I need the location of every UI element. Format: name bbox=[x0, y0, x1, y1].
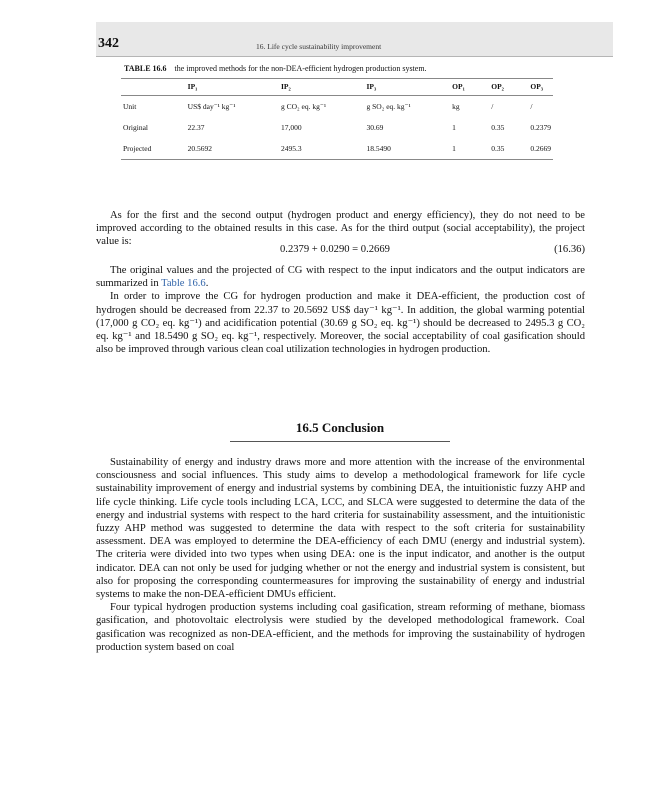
table-cell: / bbox=[530, 102, 533, 111]
table-cell: 30.69 bbox=[366, 123, 384, 132]
table-label: TABLE 16.6 bbox=[124, 64, 167, 73]
running-header-band bbox=[96, 22, 613, 57]
table-cell: kg bbox=[452, 102, 460, 111]
table-cell: 0.35 bbox=[489, 138, 528, 160]
table-cell: 18.5490 bbox=[365, 138, 451, 160]
table-16-6 bbox=[121, 64, 553, 160]
table-cell: 0.2669 bbox=[528, 138, 553, 160]
section-heading: 16.5 Conclusion bbox=[230, 420, 450, 442]
column-header: IP₂ bbox=[279, 79, 365, 96]
table-cell: 1 bbox=[452, 123, 456, 132]
table-cell: 0.2379 bbox=[530, 123, 551, 132]
data-table bbox=[121, 78, 553, 160]
running-title: 16. Life cycle sustainability improvement bbox=[256, 42, 382, 51]
column-header bbox=[121, 79, 186, 96]
column-header: OP₃ bbox=[528, 79, 553, 96]
table-cell: g CO₂ eq. kg⁻¹ bbox=[281, 102, 327, 111]
summary-text-before: The original values and the projected of CG with respect to the input indicators and the output indicators are summarized in bbox=[96, 265, 585, 290]
table-cell: g SO₂ eq. kg⁻¹ bbox=[366, 102, 411, 111]
equation-formula: 0.2379 + 0.0290 = 0.2669 bbox=[280, 244, 390, 255]
body-paragraph: In order to improve the CG for hydrogen production and make it DEA-efficient, the production cost of hydrogen should be decreased from 22.37 to 20.5692 US$ day⁻¹ kg⁻¹. In addition, the global warming potential (17,000 g CO₂ eq. kg⁻¹) and acidification potential (30.69 g SO₂ eq. kg⁻¹) should be decreased to 2495.3 g CO₂ eq. kg⁻¹ and 18.5490 g SO₂ eq. kg⁻¹, respectively. Moreover, the social acceptability of coal gasification should also be improved through various clean coal utilization technologies in hydrogen production. bbox=[96, 291, 585, 356]
table-cell: 22.37 bbox=[187, 123, 205, 132]
body-paragraph: Sustainability of energy and industry draws more and more attention with the increase of the environmental consciousness and social influences. This study aims to develop a methodological framework for life cycle sustainability improvement of energy and industrial systems by combining DEA, the intuitionistic fuzzy AHP and life cycle thinking. Life cycle tools including LCA, LCC, and SLCA were suggested to determine the data of the energy and industrial systems with respect to the hard criteria for sustainability assessment, and the intuitionistic fuzzy AHP method was suggested to determine the data with respect to the soft criteria for sustainability assessment. DEA was employed to determine the DEA-efficiency of each DMU (energy and industrial system). The criteria were divided into two types when using DEA: one is the input indicator, and another is the output indicator. DEA can not only be used for judging whether or not the energy and industrial system is consistent, but also for proposing the corresponding countermeasures for improving the sustainability of energy and industrial systems to make the non-DEA-efficient DMUs efficient. bbox=[96, 457, 585, 601]
summary-text-after: . bbox=[205, 278, 209, 290]
body-paragraph: As for the first and the second output (hydrogen product and energy efficiency), they do not need to be improved according to the obtained results in this case. As for the third output (social acceptability), the project value is: bbox=[96, 210, 585, 248]
table-cell: Original bbox=[123, 123, 148, 132]
column-header: OP₂ bbox=[489, 79, 528, 96]
column-header: IP₃ bbox=[365, 79, 451, 96]
table-caption-text: the improved methods for the non-DEA-efficient hydrogen production system. bbox=[174, 64, 427, 73]
column-header: OP₁ bbox=[450, 79, 489, 96]
body-paragraph-summary bbox=[96, 264, 585, 290]
table-caption bbox=[124, 64, 553, 73]
equation-number: (16.36) bbox=[554, 244, 585, 255]
table-cell: 17,000 bbox=[281, 123, 302, 132]
table-row bbox=[121, 96, 553, 118]
table-cell: 1 bbox=[450, 138, 489, 160]
equation-16-36 bbox=[96, 244, 585, 258]
table-cell: 2495.3 bbox=[279, 138, 365, 160]
table-header-row bbox=[121, 79, 553, 96]
table-row bbox=[121, 138, 553, 160]
table-cell: Projected bbox=[121, 138, 186, 160]
column-header: IP₁ bbox=[186, 79, 279, 96]
table-row bbox=[121, 117, 553, 138]
table-reference-link[interactable]: Table 16.6 bbox=[161, 278, 206, 290]
table-cell: US$ day⁻¹ kg⁻¹ bbox=[187, 102, 236, 111]
table-cell: 0.35 bbox=[491, 123, 505, 132]
paragraph-block-results bbox=[96, 264, 585, 356]
paragraph-outputs bbox=[96, 209, 585, 249]
table-cell: 20.5692 bbox=[186, 138, 279, 160]
table-cell: / bbox=[491, 102, 494, 111]
page-number: 342 bbox=[98, 36, 119, 51]
body-paragraph: Four typical hydrogen production systems including coal gasification, stream reforming of methane, biomass gasification, and photovoltaic electrolysis were studied by the developed methodological framework. Coal gasification was recognized as non-DEA-efficient, and the methods for improving the sustainability of hydrogen production system based on coal bbox=[96, 602, 585, 653]
conclusion-body bbox=[96, 456, 585, 654]
table-cell: Unit bbox=[123, 102, 137, 111]
